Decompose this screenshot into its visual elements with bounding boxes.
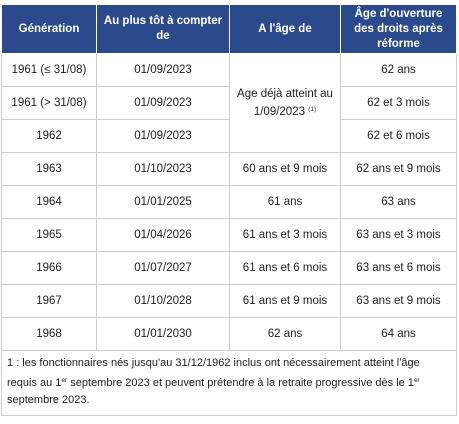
cell-age: 61 ans et 3 mois xyxy=(230,219,341,252)
table-row xyxy=(2,153,457,186)
cell-generation: 1968 xyxy=(2,318,97,351)
header-generation: Génération xyxy=(2,5,97,54)
cell-age: 62 ans xyxy=(230,318,341,351)
retirement-age-table xyxy=(1,4,457,416)
merged-age-text: Age déjà atteint au 1/09/2023 xyxy=(237,87,333,118)
footnote-sup-2: er xyxy=(413,377,420,384)
cell-age: 61 ans et 9 mois xyxy=(230,285,341,318)
table-row xyxy=(2,186,457,219)
cell-opening-age: 62 et 3 mois xyxy=(341,87,457,120)
cell-from-date: 01/09/2023 xyxy=(97,120,230,153)
cell-opening-age: 63 ans et 6 mois xyxy=(341,252,457,285)
cell-generation: 1966 xyxy=(2,252,97,285)
table-row xyxy=(2,285,457,318)
cell-age: 61 ans xyxy=(230,186,341,219)
table-row xyxy=(2,87,457,120)
cell-generation: 1964 xyxy=(2,186,97,219)
cell-opening-age: 64 ans xyxy=(341,318,457,351)
cell-from-date: 01/10/2023 xyxy=(97,153,230,186)
table-row xyxy=(2,252,457,285)
cell-age-merged xyxy=(230,54,341,153)
footnote xyxy=(2,351,457,416)
cell-generation: 1965 xyxy=(2,219,97,252)
cell-from-date: 01/09/2023 xyxy=(97,54,230,87)
table-row xyxy=(2,120,457,153)
footnote-text-1: 1 : les fonctionnaires nés jusqu'au 31/12/1962 inclus ont nécessairement atteint l'âge requis au 1 xyxy=(7,357,420,389)
cell-opening-age: 62 ans xyxy=(341,54,457,87)
cell-opening-age: 62 ans et 9 mois xyxy=(341,153,457,186)
cell-opening-age: 62 et 6 mois xyxy=(341,120,457,153)
cell-generation: 1963 xyxy=(2,153,97,186)
cell-from-date: 01/09/2023 xyxy=(97,87,230,120)
cell-from-date: 01/01/2025 xyxy=(97,186,230,219)
cell-opening-age: 63 ans et 3 mois xyxy=(341,219,457,252)
footnote-marker: (1) xyxy=(308,105,317,113)
cell-generation: 1967 xyxy=(2,285,97,318)
table-row xyxy=(2,219,457,252)
cell-generation: 1961 (> 31/08) xyxy=(2,87,97,120)
cell-from-date: 01/04/2026 xyxy=(97,219,230,252)
footnote-text-3: septembre 2023. xyxy=(7,394,90,406)
table-header-row xyxy=(2,5,457,54)
table-row xyxy=(2,54,457,87)
header-age: A l'âge de xyxy=(230,5,341,54)
footnote-row xyxy=(2,351,457,416)
header-opening-age: Âge d'ouverture des droits après réforme xyxy=(341,5,457,54)
retirement-table-container xyxy=(1,4,456,416)
cell-opening-age: 63 ans xyxy=(341,186,457,219)
cell-age: 60 ans et 9 mois xyxy=(230,153,341,186)
cell-generation: 1961 (≤ 31/08) xyxy=(2,54,97,87)
cell-from-date: 01/01/2030 xyxy=(97,318,230,351)
cell-from-date: 01/07/2027 xyxy=(97,252,230,285)
footnote-sup-1: er xyxy=(61,377,68,384)
cell-from-date: 01/10/2028 xyxy=(97,285,230,318)
cell-age: 61 ans et 6 mois xyxy=(230,252,341,285)
header-from-date: Au plus tôt à compter de xyxy=(97,5,230,54)
footnote-text-2: septembre 2023 et peuvent prétendre à la retraite progressive dès le 1 xyxy=(67,377,414,389)
cell-opening-age: 63 ans et 9 mois xyxy=(341,285,457,318)
cell-generation: 1962 xyxy=(2,120,97,153)
table-row xyxy=(2,318,457,351)
